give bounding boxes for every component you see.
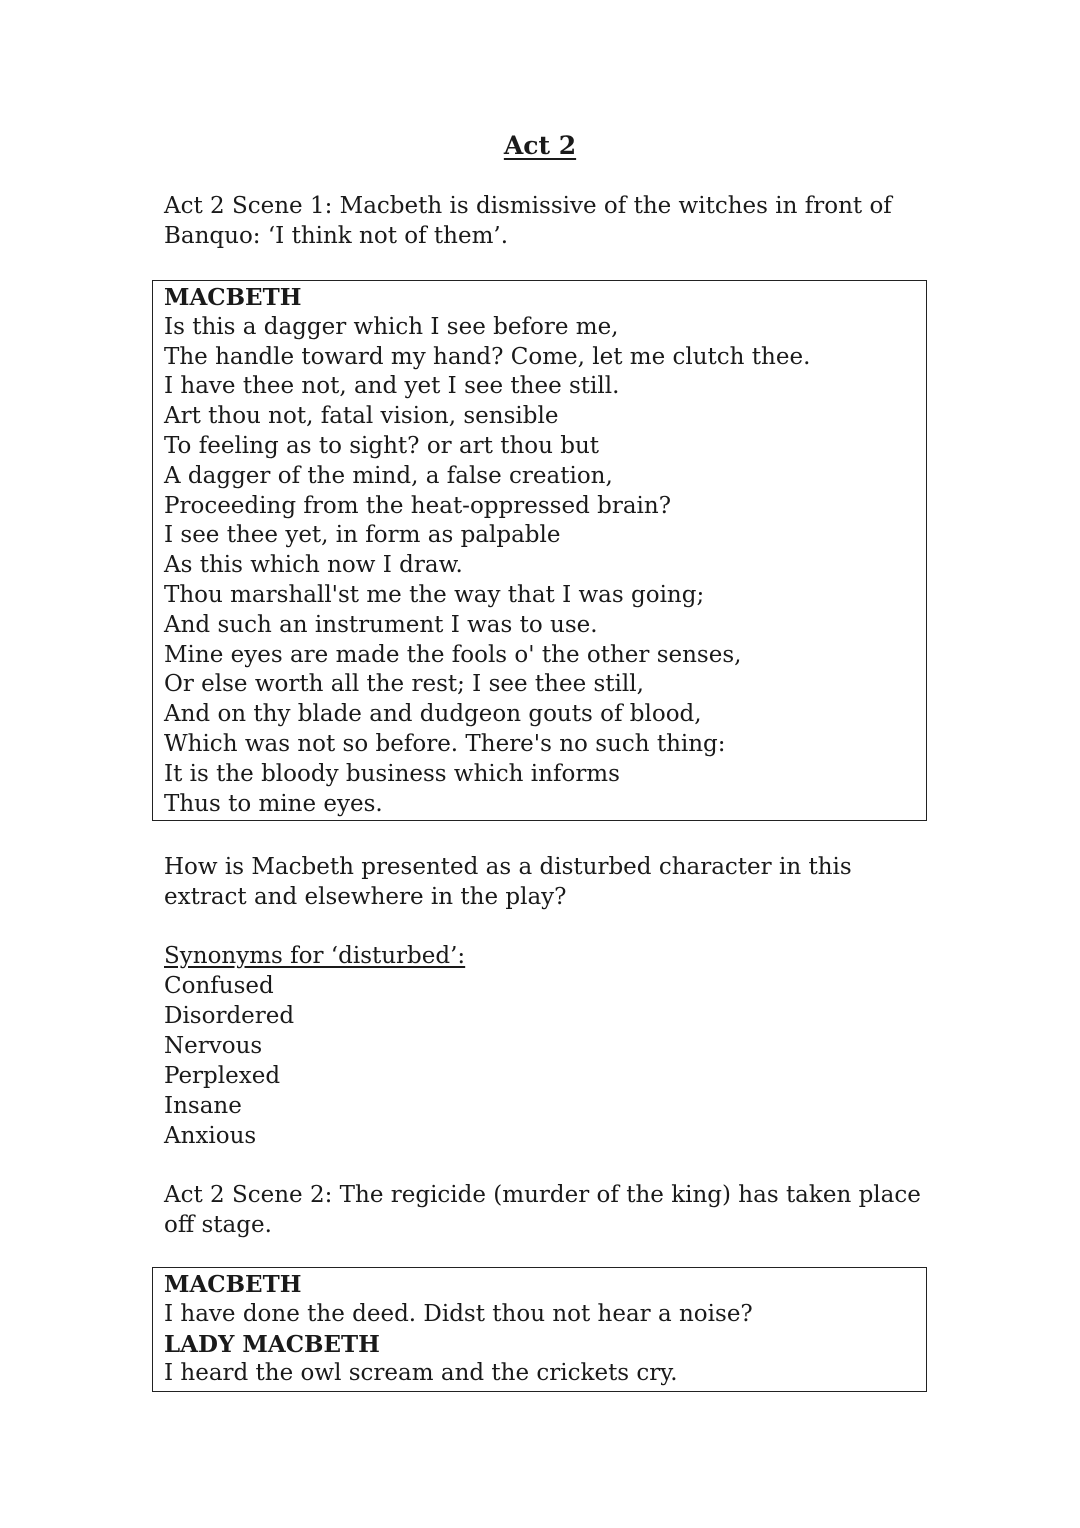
extract-line: As this which now I draw. [164, 552, 463, 579]
page-title: Act 2 [503, 131, 577, 160]
synonym-item: Nervous [164, 1033, 263, 1059]
extract-line: It is the bloody business which informs [164, 760, 620, 787]
extract-line: And such an instrument I was to use. [164, 611, 598, 638]
extract-line: Thus to mine eyes. [164, 790, 383, 817]
synonym-item: Anxious [164, 1123, 257, 1149]
synonyms-heading: Synonyms for ‘disturbed’: [164, 943, 466, 969]
synonym-item: Confused [164, 973, 274, 999]
extract-line: I see thee yet, in form as palpable [164, 522, 561, 549]
extract-line: The handle toward my hand? Come, let me clutch thee. [164, 343, 811, 370]
extract-line: Which was not so before. There's no such thing: [164, 730, 726, 757]
essay-question: How is Macbeth presented as a disturbed character in this extract and elsewhere in the play? [164, 854, 852, 910]
extract-line: Thou marshall'st me the way that I was going; [164, 581, 705, 608]
extract-line: To feeling as to sight? or art thou but [164, 432, 600, 459]
extract-line: A dagger of the mind, a false creation, [164, 462, 613, 489]
scene1-extract-box [152, 280, 927, 821]
extract-line: Mine eyes are made the fools o' the other senses, [164, 641, 742, 668]
speaker-name: MACBETH [164, 284, 302, 311]
extract-line: And on thy blade and dudgeon gouts of blood, [164, 701, 702, 728]
extract-line: I have thee not, and yet I see thee still. [164, 373, 620, 400]
scene2-intro: Act 2 Scene 2: The regicide (murder of the king) has taken place off stage. [164, 1182, 921, 1238]
extract-line: I heard the owl scream and the crickets cry. [164, 1360, 678, 1387]
synonym-item: Disordered [164, 1003, 295, 1029]
scene1-intro: Act 2 Scene 1: Macbeth is dismissive of the witches in front of Banquo: ‘I think not of them’. [164, 193, 892, 249]
extract-line: I have done the deed. Didst thou not hear a noise? [164, 1300, 753, 1327]
extract-line: Is this a dagger which I see before me, [164, 313, 619, 340]
speaker-name: MACBETH [164, 1271, 302, 1298]
scene2-extract-box [152, 1267, 927, 1392]
extract-line: Or else worth all the rest; I see thee still, [164, 671, 644, 698]
speaker-name: LADY MACBETH [164, 1330, 380, 1358]
synonyms-list [164, 941, 924, 1151]
extract-line: Proceeding from the heat-oppressed brain? [164, 492, 672, 519]
extract-line: Art thou not, fatal vision, sensible [164, 403, 559, 430]
synonym-item: Perplexed [164, 1063, 281, 1089]
synonym-item: Insane [164, 1093, 242, 1119]
